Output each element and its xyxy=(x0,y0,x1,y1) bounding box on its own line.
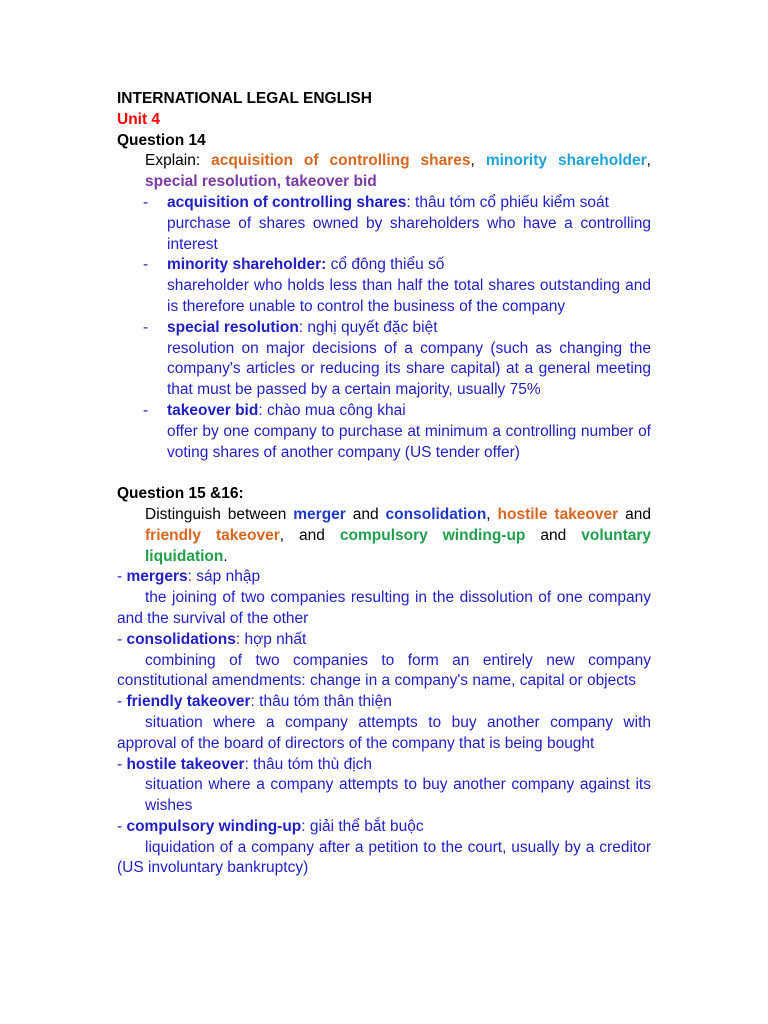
question-14-list xyxy=(143,193,651,463)
question-15-list xyxy=(117,567,651,879)
term-hostile-takeover: hostile takeover xyxy=(497,505,619,523)
list-item: - acquisition of controlling shares: thâu tóm cổ phiếu kiểm soát purchase of shares owned by shareholders who have a controlling interest xyxy=(167,193,651,255)
term-merger: merger xyxy=(293,505,346,523)
definition: shareholder who holds less than half the total shares outstanding and is therefore unable to control the business of the company xyxy=(167,277,651,315)
list-item: - minority shareholder: cổ đông thiểu số shareholder who holds less than half the total shares outstanding and is therefore unable to control the business of the company xyxy=(167,255,651,317)
list-item: - friendly takeover: thâu tóm thân thiện situation where a company attempts to buy another company with approval of the board of directors of the company that is being bought xyxy=(117,692,651,754)
term-minority: minority shareholder xyxy=(485,152,647,170)
list-item: - special resolution: nghị quyết đặc biệt resolution on major decisions of a company (such as changing the company's articles or reducing its share capital) at a general meeting that must be passed by a certain majority, usually 75% xyxy=(167,318,651,401)
list-item: - takeover bid: chào mua công khai offer by one company to purchase at minimum a controlling number of voting shares of another company (US tender offer) xyxy=(167,401,651,463)
definition: combining of two companies to form an entirely new company constitutional amendments: change in a company's name, capital or objects xyxy=(117,651,651,690)
question-14-heading: Question 14 xyxy=(117,131,206,149)
term-friendly-takeover: friendly takeover xyxy=(145,526,280,544)
term-acquisition: acquisition of controlling shares xyxy=(211,152,471,170)
unit-heading: Unit 4 xyxy=(117,110,161,128)
question-15-heading: Question 15 &16: xyxy=(117,485,244,503)
definition: resolution on major decisions of a company (such as changing the company's articles or reducing its share capital) at a general meeting that must be passed by a certain majority, usually 75% xyxy=(167,339,651,399)
definition: situation where a company attempts to buy another company against its wishes xyxy=(145,776,651,815)
question-14-prompt: Explain: acquisition of controlling shares, minority shareholder, special resolution, takeover bid xyxy=(145,152,651,191)
document-title: INTERNATIONAL LEGAL ENGLISH xyxy=(117,90,372,107)
definition: offer by one company to purchase at minimum a controlling number of voting shares of another company (US tender offer) xyxy=(167,422,651,461)
term-special-resolution: special resolution xyxy=(145,173,277,191)
question-15-prompt: Distinguish between merger and consolidation, hostile takeover and friendly takeover, and compulsory winding-up and voluntary liquidation. xyxy=(145,505,651,565)
definition: liquidation of a company after a petition to the court, usually by a creditor (US involuntary bankruptcy) xyxy=(117,838,651,877)
definition: purchase of shares owned by shareholders who have a controlling interest xyxy=(167,214,651,253)
definition: the joining of two companies resulting in the dissolution of one company and the survival of the other xyxy=(117,589,651,627)
list-item: - hostile takeover: thâu tóm thù địch situation where a company attempts to buy another company against its wishes xyxy=(117,755,651,817)
term-consolidation: consolidation xyxy=(385,505,487,523)
list-item: - compulsory winding-up: giải thể bắt buộc liquidation of a company after a petition to the court, usually by a creditor (US involuntary bankruptcy) xyxy=(117,817,651,879)
document-page xyxy=(117,89,651,879)
list-item: - mergers: sáp nhập the joining of two companies resulting in the dissolution of one company and the survival of the other xyxy=(117,567,651,629)
term-compulsory-winding-up: compulsory winding-up xyxy=(339,526,526,544)
list-item: - consolidations: hợp nhất combining of two companies to form an entirely new company constitutional amendments: change in a company's name, capital or objects xyxy=(117,630,651,692)
definition: situation where a company attempts to buy another company with approval of the board of directors of the company that is being bought xyxy=(117,713,651,752)
term-takeover-bid: takeover bid xyxy=(285,173,377,191)
term-voluntary-liquidation: voluntary liquidation xyxy=(145,526,651,565)
